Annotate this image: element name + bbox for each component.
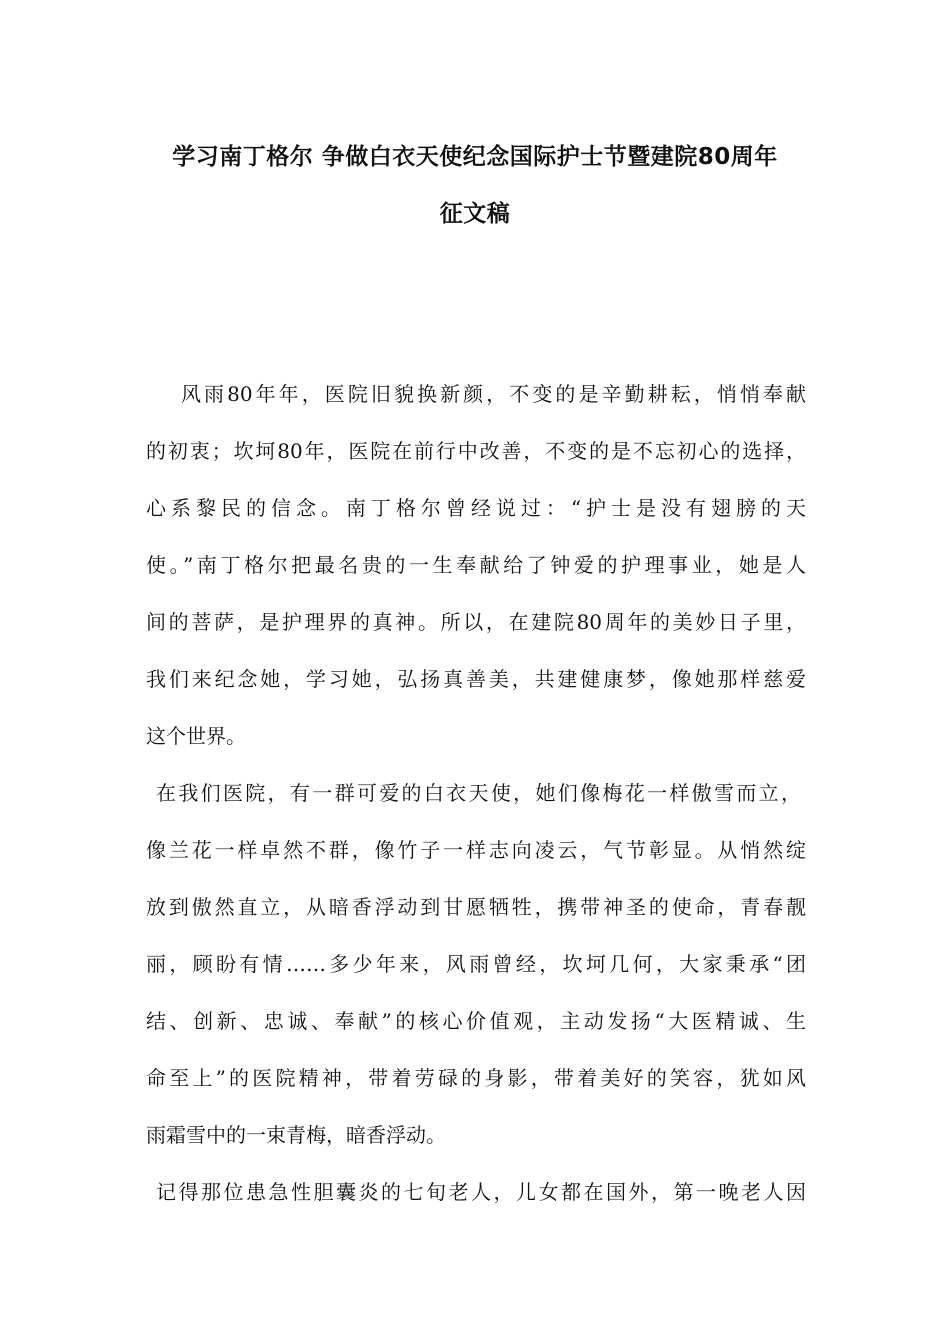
body-line-10: 放到傲然直立，从暗香浮动到甘愿牺牲，携带神圣的使命，青春靓	[146, 895, 806, 919]
body-line-3: 心系黎民的信念。南丁格尔曾经说过：“护士是没有翅膀的天	[146, 496, 806, 520]
body-line-6: 我们来纪念她，学习她，弘扬真善美，共建健康梦，像她那样慈爱	[146, 667, 806, 691]
body-line-4: 使。”南丁格尔把最名贵的一生奉献给了钟爱的护理事业，她是人	[146, 553, 806, 577]
document-title-line-2: 征文稿	[439, 201, 511, 227]
body-line-8: 在我们医院，有一群可爱的白衣天使，她们像梅花一样傲雪而立，	[156, 781, 801, 805]
body-line-1: 风雨80年年，医院旧貌换新颜，不变的是辛勤耕耘，悄悄奉献	[181, 382, 806, 406]
body-line-11: 丽，顾盼有情……多少年来，风雨曾经，坎坷几何，大家秉承“团	[146, 952, 806, 976]
body-line-9: 像兰花一样卓然不群，像竹子一样志向凌云，气节彰显。从悄然绽	[146, 838, 806, 862]
body-line-13: 命至上”的医院精神，带着劳碌的身影，带着美好的笑容，犹如风	[146, 1066, 806, 1090]
body-line-2: 的初衷；坎坷80年，医院在前行中改善，不变的是不忘初心的选择，	[146, 439, 806, 463]
body-line-5: 间的菩萨，是护理界的真神。所以，在建院80周年的美妙日子里，	[146, 610, 806, 634]
body-line-14: 雨霜雪中的一束青梅，暗香浮动。	[146, 1123, 446, 1147]
document-title-line-1: 学习南丁格尔 争做白衣天使纪念国际护士节暨建院80周年	[172, 144, 778, 170]
body-line-7: 这个世界。	[146, 724, 246, 748]
body-line-15: 记得那位患急性胆囊炎的七旬老人，儿女都在国外，第一晚老人因	[156, 1180, 806, 1204]
body-line-12: 结、创新、忠诚、奉献”的核心价值观，主动发扬“大医精诚、生	[146, 1009, 806, 1033]
